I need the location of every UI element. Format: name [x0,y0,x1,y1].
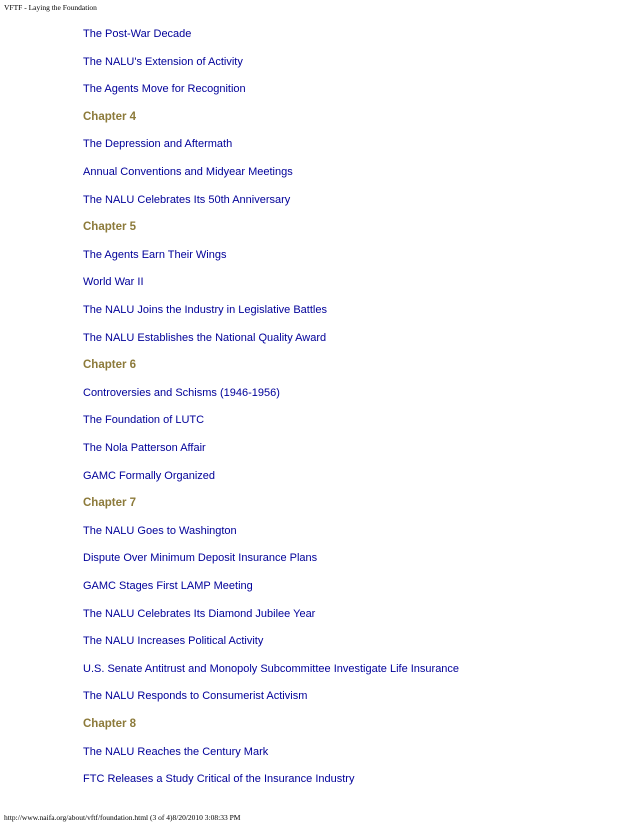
chapter-heading: Chapter 5 [83,221,137,234]
toc-link-row [83,662,459,676]
toc-link[interactable]: The Foundation of LUTC [83,414,205,427]
chapter-heading: Chapter 8 [83,718,137,730]
toc-link-row [83,772,354,786]
toc-link-row [83,441,206,455]
toc-chapter-row [83,358,136,372]
toc-link[interactable]: The NALU Responds to Consumerist Activism [83,690,308,703]
toc-link[interactable]: The NALU Reaches the Century Mark [83,745,269,758]
toc-link[interactable]: The NALU Celebrates Its Diamond Jubilee Year [83,607,316,620]
toc-link[interactable]: The NALU Celebrates Its 50th Anniversary [83,193,291,206]
toc-chapter-row [83,496,136,510]
toc-link-row [83,386,280,400]
toc-chapter-row [83,110,136,124]
toc-link[interactable]: Controversies and Schisms (1946-1956) [83,386,280,399]
toc-link-row [83,607,315,621]
toc-chapter-row [83,717,136,731]
toc-link[interactable]: Dispute Over Minimum Deposit Insurance Plans [83,552,318,565]
page-header: VFTF - Laying the Foundation [4,3,97,12]
toc-link[interactable]: The Agents Earn Their Wings [83,248,227,261]
page-footer: http://www.naifa.org/about/vftf/foundation.html (3 of 4)8/20/2010 3:08:33 PM [4,813,241,822]
toc-link[interactable]: GAMC Formally Organized [83,469,216,482]
toc-link-row [83,193,290,207]
toc-link[interactable]: The Post-War Decade [83,28,192,40]
toc-link-row [83,579,253,593]
toc-link[interactable]: The Agents Move for Recognition [83,83,246,96]
toc-link[interactable]: GAMC Stages First LAMP Meeting [83,580,253,592]
toc-link[interactable]: The NALU Increases Political Activity [83,635,264,648]
toc-link-row [83,137,232,151]
toc-link-row [83,303,327,317]
toc-link[interactable]: FTC Releases a Study Critical of the Insurance Industry [83,773,355,786]
toc-link[interactable]: Annual Conventions and Midyear Meetings [83,166,293,178]
toc-link[interactable]: The NALU's Extension of Activity [83,55,243,68]
toc-link-row [83,27,191,41]
toc-link-row [83,331,326,345]
toc-link[interactable]: The Depression and Aftermath [83,138,233,151]
toc-link-row [83,55,243,69]
toc-link-row [83,165,293,179]
chapter-heading: Chapter 6 [83,359,137,372]
toc-link[interactable]: The Nola Patterson Affair [83,442,206,454]
toc-link-row [83,745,268,759]
toc-link-row [83,689,307,703]
toc-link-row [83,248,226,262]
toc-chapter-row [83,220,136,234]
toc-link[interactable]: The NALU Joins the Industry in Legislative Battles [83,304,327,316]
toc-link-row [83,413,204,427]
toc-link[interactable]: World War II [83,276,144,289]
toc-link-row [83,82,246,96]
toc-link-row [83,275,144,289]
chapter-heading: Chapter 4 [83,110,137,123]
chapter-heading: Chapter 7 [83,497,137,510]
toc-link[interactable]: The NALU Goes to Washington [83,524,237,537]
toc-link-row [83,551,317,565]
toc-link-row [83,524,237,538]
toc-link[interactable]: The NALU Establishes the National Quality Award [83,331,327,344]
toc-link-row [83,469,215,483]
toc-link[interactable]: U.S. Senate Antitrust and Monopoly Subcommittee Investigate Life Insurance [83,662,460,675]
toc-link-row [83,634,263,648]
